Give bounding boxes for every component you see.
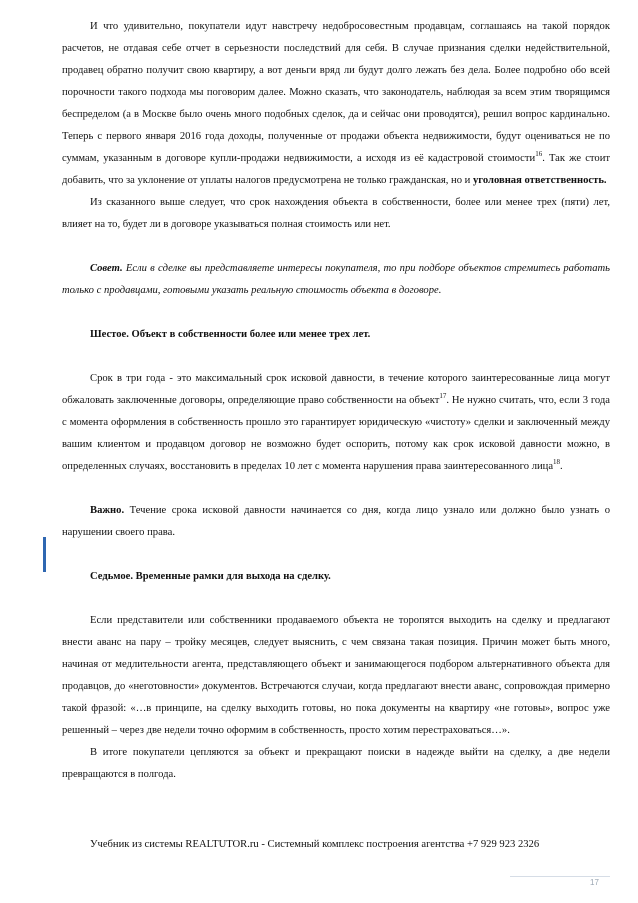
- footnote-ref-17[interactable]: 17: [439, 392, 447, 400]
- advice-label: Совет.: [90, 263, 123, 274]
- paragraph-limitation-period: [62, 368, 610, 478]
- paragraph-text: И что удивительно, покупатели идут навстречу недобросовестным продавцам, соглашаясь на такой порядок расчетов, не отдавая себе отчет в серьезности последствий для себя. В случае признания сделки недействительной, продавец обратно получит свою квартиру, а вот деньги вряд ли будут долго лежать без дела. Более подробно обо всей порочности такого подхода мы поговорим далее. Можно сказать, что законодатель, наблюдая за всем этим творящимся беспределом (а в Москве было очень много подобных сделок, да и сейчас они проводятся), решил вопрос кардинально. Теперь с первого января 2016 года доходы, полученные от продажи объекта недвижимости, будут оцениваться не по суммам, указанным в договоре купли-продажи недвижимости, а исходя из её кадастровой стоимости: [62, 21, 610, 164]
- paragraph-text-cont: . Не нужно считать, что, если 3 года с момента оформления в собственность прошло это гарантирует юридическую «чистоту» сделки и заключенный между вашим клиентом и продавцом договор не возможно будет оспорить, потому как срок исковой давности можно, в определенных случаях, восстановить в пределах 10 лет с момента нарушения права заинтересованного лица: [62, 395, 610, 472]
- footnote-ref-16[interactable]: 16: [535, 150, 543, 158]
- important-label: Важно.: [90, 505, 125, 516]
- paragraph-deal-timing: Если представители или собственники продаваемого объекта не торопятся выходить на сделку и предлагают внести аванс на пару – тройку месяцев, следует выяснить, с чем связана такая позиция. Причин может быть много, начиная от медлительности агента, представляющего объект и занимающегося подбором альтернативного объекта для продавцов, до «неготовности» документов. Встречаются случаи, когда предлагают внести аванс, сопровождая примерно такой фразой: «…в принципе, на сделку выходить готовы, но пока документы на квартиру «не готовы», вопрос уже решенный – через две недели точно оформим в собственность, просто хотим перестраховаться…».: [62, 615, 610, 736]
- paragraph-text: Срок в три года - это максимальный срок исковой давности, в течение которого заинтересованные лица могут обжаловать заключенные договоры, определяющие право собственности на объект: [62, 373, 610, 406]
- criminal-liability-bold: уголовная ответственность.: [473, 175, 607, 186]
- page-footer: Учебник из системы REALTUTOR.ru - Системный комплекс построения агентства +7 929 923 2326: [90, 839, 540, 850]
- important-paragraph: [62, 500, 610, 544]
- paragraph-conclusion: Из сказанного выше следует, что срок нахождения объекта в собственности, более или менее трех (пяти) лет, влияет на то, будет ли в договоре указываться полная стоимость или нет.: [62, 197, 610, 230]
- body-text: [62, 16, 610, 786]
- paragraph-outcome: В итоге покупатели цепляются за объект и прекращают поиски в надежде выйти на сделку, а две недели превращаются в полгода.: [62, 747, 610, 780]
- section-heading-sixth: Шестое. Объект в собственности более или менее трех лет.: [90, 329, 371, 340]
- margin-change-bar: [43, 537, 46, 572]
- footnote-ref-18[interactable]: 18: [553, 458, 561, 466]
- advice-paragraph: [62, 258, 610, 302]
- important-text: Течение срока исковой давности начинается со дня, когда лицо узнало или должно было узнать о нарушении своего права.: [62, 505, 610, 538]
- paragraph-taxes: [62, 16, 610, 192]
- footer-rule: [510, 876, 610, 877]
- section-heading-seventh: Седьмое. Временные рамки для выхода на сделку.: [90, 571, 331, 582]
- advice-text: Если в сделке вы представляете интересы покупателя, то при подборе объектов стремитесь работать только с продавцами, готовыми указать реальную стоимость объекта в договоре.: [62, 263, 610, 296]
- page-number: 17: [590, 878, 599, 887]
- paragraph-text-end: .: [560, 461, 563, 472]
- paragraph-text-cont: . Так же стоит добавить, что за уклонение от уплаты налогов предусмотрена не только гражданская, но и: [62, 153, 610, 186]
